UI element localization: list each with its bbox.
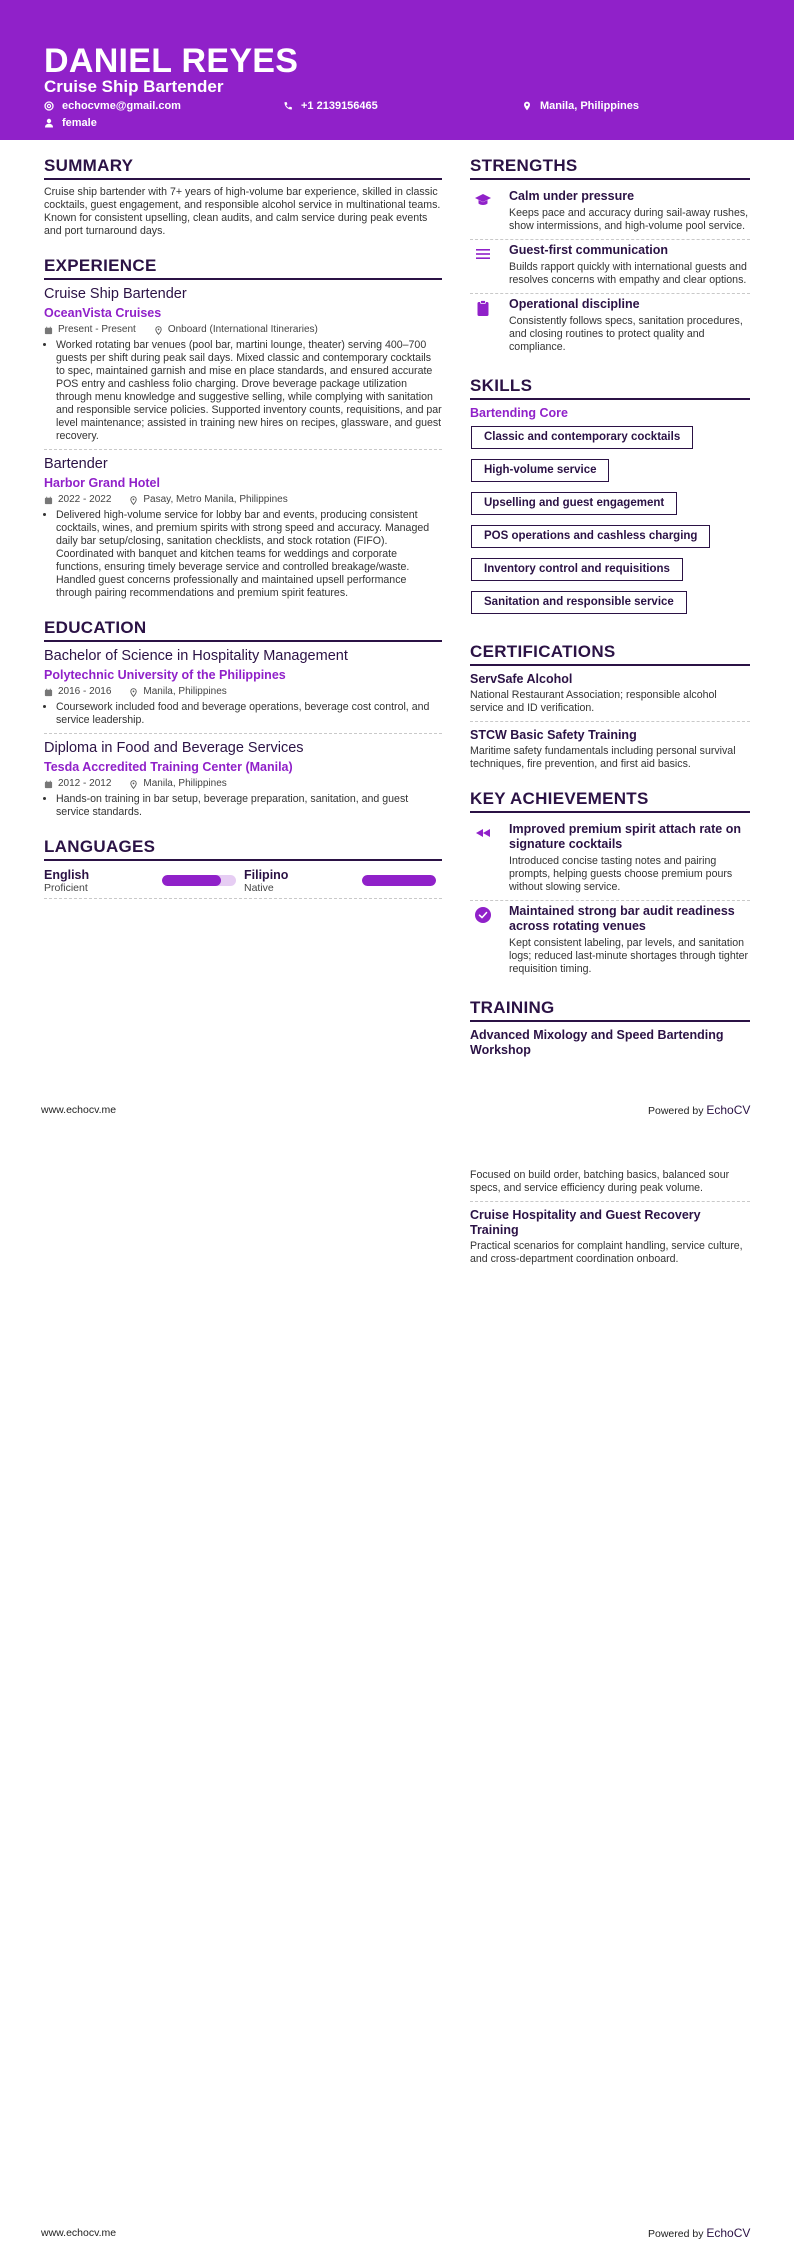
job-meta xyxy=(44,494,442,506)
achievement-desc: Kept consistent labeling, par levels, and sanitation logs; reduced last-minute shortages through tighter requisition timing. xyxy=(509,937,749,975)
certification-desc: National Restaurant Association; responsible alcohol service and ID verification. xyxy=(470,689,717,714)
powered-by-text: Powered by xyxy=(648,1105,704,1117)
calendar-icon xyxy=(44,496,53,505)
footer-website[interactable]: www.echocv.me xyxy=(41,1104,117,1116)
menu-lines-icon xyxy=(474,245,492,263)
experience-item xyxy=(44,286,442,450)
education-bullets xyxy=(44,701,442,727)
training-heading: TRAINING xyxy=(470,998,750,1022)
strength-item xyxy=(470,186,750,237)
strength-item xyxy=(470,294,750,358)
footer-website[interactable]: www.echocv.me xyxy=(41,2227,117,2239)
strength-desc: Keeps pace and accuracy during sail-away rushes, show intermissions, and high-volume pool service. xyxy=(509,207,749,232)
achievement-title: Improved premium spirit attach rate on signature cocktails xyxy=(509,822,741,851)
languages-heading: LANGUAGES xyxy=(44,837,442,861)
training-section xyxy=(470,998,750,1058)
skills-heading: SKILLS xyxy=(470,376,750,400)
contact-email-text: echocvme@gmail.com xyxy=(62,100,181,112)
summary-section xyxy=(44,156,442,238)
experience-section xyxy=(44,256,442,600)
candidate-name: DANIEL REYES xyxy=(44,42,299,80)
education-item xyxy=(44,648,442,734)
clipboard-icon xyxy=(474,299,492,317)
contact-location xyxy=(522,99,639,113)
map-pin-icon xyxy=(129,688,138,697)
skill-chip: High-volume service xyxy=(471,459,609,482)
contact-phone-text: +1 2139156465 xyxy=(301,100,378,112)
education-item xyxy=(44,740,442,819)
job-title: Cruise Ship Bartender xyxy=(44,286,187,302)
list-item: • Worked rotating bar venues (pool bar, martini lounge, theater) serving 400–700 guests per shift during peak sail days. Mixed classic and contemporary cocktails to spec, maintained garnish and mise en place standards, and ensured accurate POS entry and cashless folio charging. Drove beverage package utilization through menu knowledge and suggestive selling, while complying with sanitation and responsible service policies. Supported inventory counts, requisitions, and par level maintenance; assisted in training new hires on recipes, glassware, and guest recovery. xyxy=(56,339,442,443)
training-title: Advanced Mixology and Speed Bartending Workshop xyxy=(470,1028,724,1057)
degree-title: Diploma in Food and Beverage Services xyxy=(44,740,304,756)
job-meta xyxy=(44,324,442,336)
job-company: OceanVista Cruises xyxy=(44,306,162,320)
job-dates: 2022 - 2022 xyxy=(58,494,112,505)
check-circle-icon xyxy=(474,906,492,924)
rewind-icon xyxy=(474,824,492,842)
powered-by-text: Powered by xyxy=(648,2228,704,2240)
summary-text: Cruise ship bartender with 7+ years of high-volume bar experience, skilled in classic cocktails, guest engagement, and responsible alcohol service in multinational teams. Known for consistent upselling, clean audits, and calm service during peak events and port turnaround days. xyxy=(44,186,441,237)
list-item: • Hands-on training in bar setup, beverage preparation, sanitation, and guest service standards. xyxy=(56,793,442,819)
education-location: Manila, Philippines xyxy=(143,686,227,697)
at-sign-icon xyxy=(44,101,54,111)
school-name: Tesda Accredited Training Center (Manila) xyxy=(44,760,293,774)
job-bullets xyxy=(44,509,442,600)
education-location: Manila, Philippines xyxy=(143,778,227,789)
experience-heading: EXPERIENCE xyxy=(44,256,442,280)
training-desc: Focused on build order, batching basics, balanced sour specs, and service efficiency during peak volume. xyxy=(470,1169,730,1194)
language-level: Native xyxy=(244,882,274,894)
job-bullets xyxy=(44,339,442,443)
skill-chip: Sanitation and responsible service xyxy=(471,591,687,614)
certification-title: ServSafe Alcohol xyxy=(470,672,573,686)
list-item: • Coursework included food and beverage operations, beverage cost control, and service leadership. xyxy=(56,701,442,727)
languages-row xyxy=(44,868,442,896)
strength-desc: Consistently follows specs, sanitation procedures, and closing routines to protect quality and compliance. xyxy=(509,315,743,353)
education-bullets xyxy=(44,793,442,819)
contact-phone[interactable] xyxy=(283,99,378,113)
strength-item xyxy=(470,240,750,291)
skill-chip: Upselling and guest engagement xyxy=(471,492,677,515)
skills-section xyxy=(470,376,750,624)
language-name: English xyxy=(44,868,90,882)
calendar-icon xyxy=(44,780,53,789)
language-bar-fill xyxy=(362,875,436,886)
brand-logo: EchoCV xyxy=(706,2226,751,2240)
achievement-title: Maintained strong bar audit readiness across rotating venues xyxy=(509,904,735,933)
training-title: Cruise Hospitality and Guest Recovery Training xyxy=(470,1208,701,1237)
footer-powered xyxy=(648,1103,750,1117)
language-level: Proficient xyxy=(44,882,88,894)
education-section xyxy=(44,618,442,819)
left-column xyxy=(44,156,442,917)
certification-item xyxy=(470,672,750,722)
divider xyxy=(44,733,442,734)
strength-desc: Builds rapport quickly with international guests and resolves concerns with empathy and clear options. xyxy=(509,261,747,286)
education-meta xyxy=(44,778,442,790)
divider xyxy=(44,898,442,899)
language-item xyxy=(244,868,442,896)
summary-heading: SUMMARY xyxy=(44,156,442,180)
calendar-icon xyxy=(44,688,53,697)
skill-chip: Classic and contemporary cocktails xyxy=(471,426,693,449)
education-dates: 2012 - 2012 xyxy=(58,778,112,789)
certifications-section xyxy=(470,642,750,771)
job-location: Pasay, Metro Manila, Philippines xyxy=(143,494,288,505)
brand-logo: EchoCV xyxy=(706,1103,751,1117)
language-bar xyxy=(162,875,236,886)
divider xyxy=(470,721,750,722)
skill-chip: Inventory control and requisitions xyxy=(471,558,683,581)
education-heading: EDUCATION xyxy=(44,618,442,642)
user-icon xyxy=(44,118,54,128)
training-desc: Practical scenarios for complaint handling, service culture, and cross-department coordination onboard. xyxy=(470,1240,743,1265)
map-pin-icon xyxy=(129,780,138,789)
strength-title: Calm under pressure xyxy=(509,189,635,203)
language-name: Filipino xyxy=(244,868,289,882)
training-continuation xyxy=(470,1167,750,1266)
footer-powered xyxy=(648,2226,750,2240)
language-item xyxy=(44,868,242,896)
job-title: Bartender xyxy=(44,456,108,472)
strength-title: Operational discipline xyxy=(509,297,640,311)
certifications-heading: CERTIFICATIONS xyxy=(470,642,750,666)
strengths-section xyxy=(470,156,750,358)
education-meta xyxy=(44,686,442,698)
skill-chip: POS operations and cashless charging xyxy=(471,525,710,548)
map-pin-icon xyxy=(522,101,532,111)
candidate-role: Cruise Ship Bartender xyxy=(44,77,224,96)
achievements-heading: KEY ACHIEVEMENTS xyxy=(470,789,750,813)
skill-group-title: Bartending Core xyxy=(470,406,568,420)
achievement-item xyxy=(470,819,750,898)
contact-location-text: Manila, Philippines xyxy=(540,100,640,112)
language-bar-fill xyxy=(162,875,221,886)
certification-title: STCW Basic Safety Training xyxy=(470,728,637,742)
education-dates: 2016 - 2016 xyxy=(58,686,112,697)
achievement-desc: Introduced concise tasting notes and pairing prompts, helping guests choose premium pours without slowing service. xyxy=(509,855,733,893)
experience-item xyxy=(44,456,442,600)
certification-item xyxy=(470,728,750,771)
job-company: Harbor Grand Hotel xyxy=(44,476,160,490)
map-pin-icon xyxy=(129,496,138,505)
languages-section xyxy=(44,837,442,899)
divider xyxy=(470,1201,750,1202)
phone-icon xyxy=(283,101,293,111)
list-item: • Delivered high-volume service for lobby bar and events, producing consistent cocktails, wines, and premium spirits with strong speed and accuracy. Managed daily bar setup/closing, sanitation checklists, and stock rotation (FIFO). Coordinated with banquet and kitchen teams for weddings and corporate functions, ensuring timely beverage service and controlled breakage/waste. Handled guest concerns professionally and maintained upsell performance through pairing recommendations and premium spirit features. xyxy=(56,509,442,600)
strength-title: Guest-first communication xyxy=(509,243,669,257)
achievement-item xyxy=(470,901,750,980)
graduation-cap-icon xyxy=(474,191,492,209)
contact-gender xyxy=(44,116,97,130)
language-bar xyxy=(362,875,436,886)
resume-header xyxy=(0,0,794,140)
calendar-icon xyxy=(44,326,53,335)
map-pin-icon xyxy=(154,326,163,335)
job-location: Onboard (International Itineraries) xyxy=(167,324,318,335)
job-dates: Present - Present xyxy=(58,324,136,335)
strengths-heading: STRENGTHS xyxy=(470,156,750,180)
achievements-section xyxy=(470,789,750,980)
school-name: Polytechnic University of the Philippines xyxy=(44,668,286,682)
divider xyxy=(44,449,442,450)
contact-email[interactable] xyxy=(44,99,181,113)
degree-title: Bachelor of Science in Hospitality Management xyxy=(44,648,348,664)
certification-desc: Maritime safety fundamentals including personal survival techniques, fire prevention, and first aid basics. xyxy=(470,745,736,770)
right-column xyxy=(470,156,750,1076)
contact-gender-text: female xyxy=(62,117,97,129)
